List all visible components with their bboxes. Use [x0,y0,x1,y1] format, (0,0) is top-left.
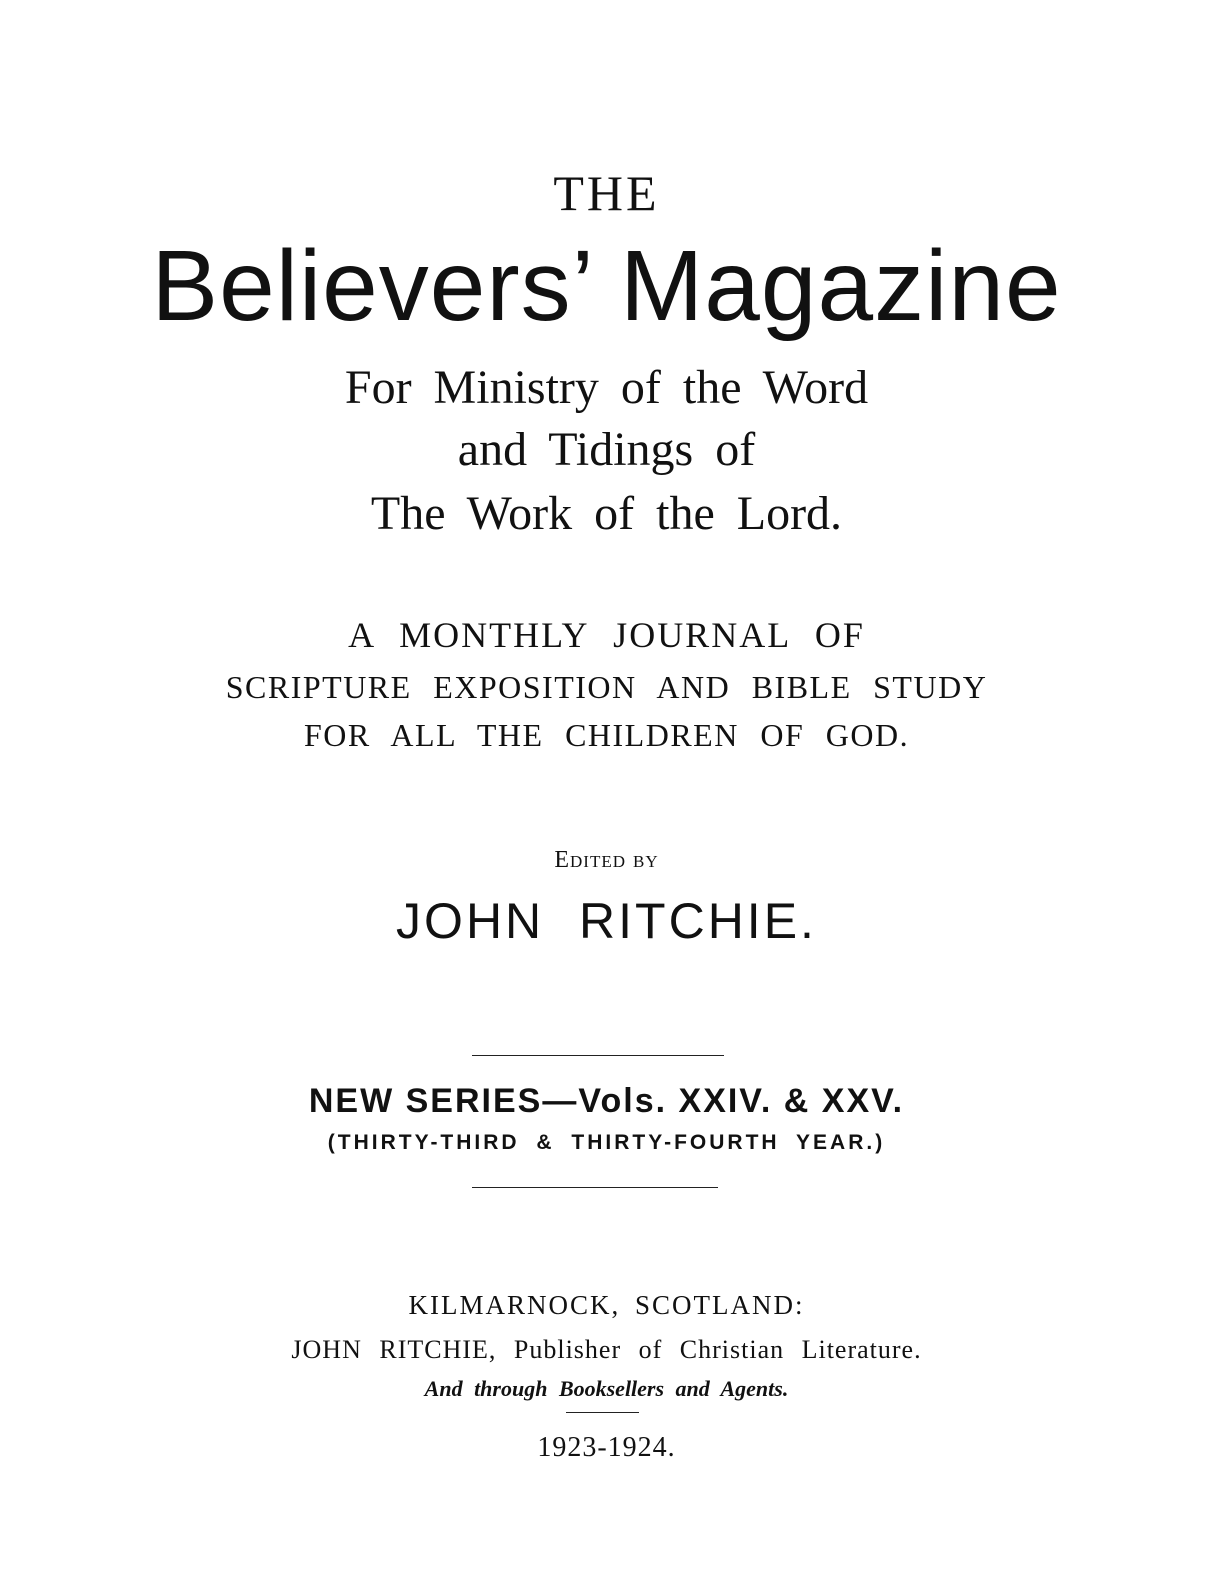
masthead-article: THE [553,165,660,221]
subtitle-line: For Ministry of the Word [344,361,869,414]
subtitle-line: The Work of the Lord. [370,487,843,540]
divider-rule [472,1055,724,1056]
subtitle-line: and Tidings of [457,423,756,476]
editor-name: JOHN RITCHIE. [396,893,817,949]
year-line: (THIRTY-THIRD & THIRTY-FOURTH YEAR.) [327,1131,886,1154]
description-line: FOR ALL THE CHILDREN OF GOD. [303,717,910,753]
imprint-place: KILMARNOCK, SCOTLAND: [408,1290,805,1320]
divider-rule [566,1412,639,1413]
imprint-publisher: JOHN RITCHIE, Publisher of Christian Literature. [291,1335,922,1364]
edited-by-label: Edited by [554,847,659,873]
description-line: A MONTHLY JOURNAL OF [348,615,865,655]
divider-rule [472,1187,718,1188]
series-line: NEW SERIES—Vols. XXIV. & XXV. [308,1082,905,1120]
publication-dates: 1923-1924. [537,1432,676,1463]
description-line: SCRIPTURE EXPOSITION AND BIBLE STUDY [225,669,988,705]
imprint-distribution: And through Booksellers and Agents. [424,1376,789,1401]
magazine-title: Believers’ Magazine [151,230,1062,342]
